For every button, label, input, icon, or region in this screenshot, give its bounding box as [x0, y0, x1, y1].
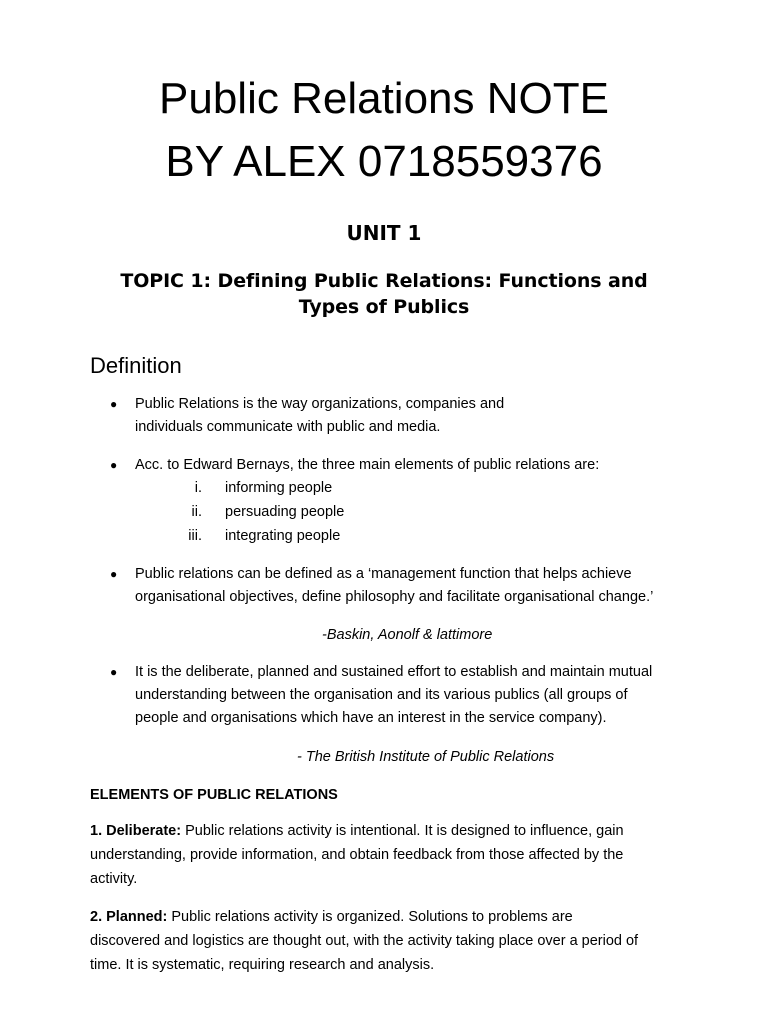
bullet-4-line-3: people and organisations which have an interest in the service company).	[135, 710, 607, 726]
element-2-label: 2. Planned:	[90, 909, 168, 925]
bullet-3-line-1: Public relations can be defined as a ‘management function that helps achieve	[135, 566, 632, 582]
element-1-label: 1. Deliberate:	[90, 823, 182, 839]
definition-heading: Definition	[90, 353, 182, 378]
bullet-dot: ●	[110, 458, 118, 472]
list-item: persuading people	[225, 504, 345, 520]
bullet-3-line-2: organisational objectives, define philosophy and facilitate organisational change.’	[135, 589, 654, 605]
element-1-line-3: activity.	[90, 871, 138, 887]
element-2-line-3: time. It is systematic, requiring research and analysis.	[90, 957, 435, 973]
roman-numeral: i.	[194, 480, 202, 496]
element-1-line-1	[90, 820, 675, 843]
bullet-dot: ●	[110, 567, 118, 581]
element-2-text: Public relations activity is organized. Solutions to problems are	[167, 909, 573, 925]
topic-heading: TOPIC 1: Defining Public Relations: Functions and Types of Publics	[120, 270, 648, 318]
bullet-3-attribution: -Baskin, Aonolf & lattimore	[322, 627, 493, 643]
list-item: integrating people	[225, 528, 341, 544]
elements-heading: ELEMENTS OF PUBLIC RELATIONS	[90, 787, 338, 803]
element-2-line-1	[90, 906, 675, 929]
document-title-line-2: BY ALEX 0718559376	[165, 137, 603, 186]
bullet-dot: ●	[110, 665, 118, 679]
bullet-4-attribution: - The British Institute of Public Relations	[297, 749, 555, 765]
bullet-dot: ●	[110, 397, 118, 411]
bullet-1-line-1: Public Relations is the way organizations, companies and	[135, 396, 505, 412]
element-2-line-2: discovered and logistics are thought out, with the activity taking place over a period of	[90, 933, 639, 949]
element-1-line-2: understanding, provide information, and obtain feedback from those affected by the	[90, 847, 624, 863]
bullet-1-line-2: individuals communicate with public and media.	[135, 419, 441, 435]
list-item: informing people	[225, 480, 333, 496]
roman-numeral: iii.	[188, 528, 202, 544]
bullet-4-line-2: understanding between the organisation and its various publics (all groups of	[135, 687, 628, 703]
unit-heading: UNIT 1	[346, 221, 422, 245]
document-title-line-1: Public Relations NOTE	[159, 74, 609, 123]
bullet-4-line-1: It is the deliberate, planned and sustained effort to establish and maintain mutual	[135, 664, 653, 680]
roman-numeral: ii.	[191, 504, 202, 520]
bullet-2-text: Acc. to Edward Bernays, the three main elements of public relations are:	[135, 457, 600, 473]
element-1-text: Public relations activity is intentional. It is designed to influence, gain	[181, 823, 624, 839]
